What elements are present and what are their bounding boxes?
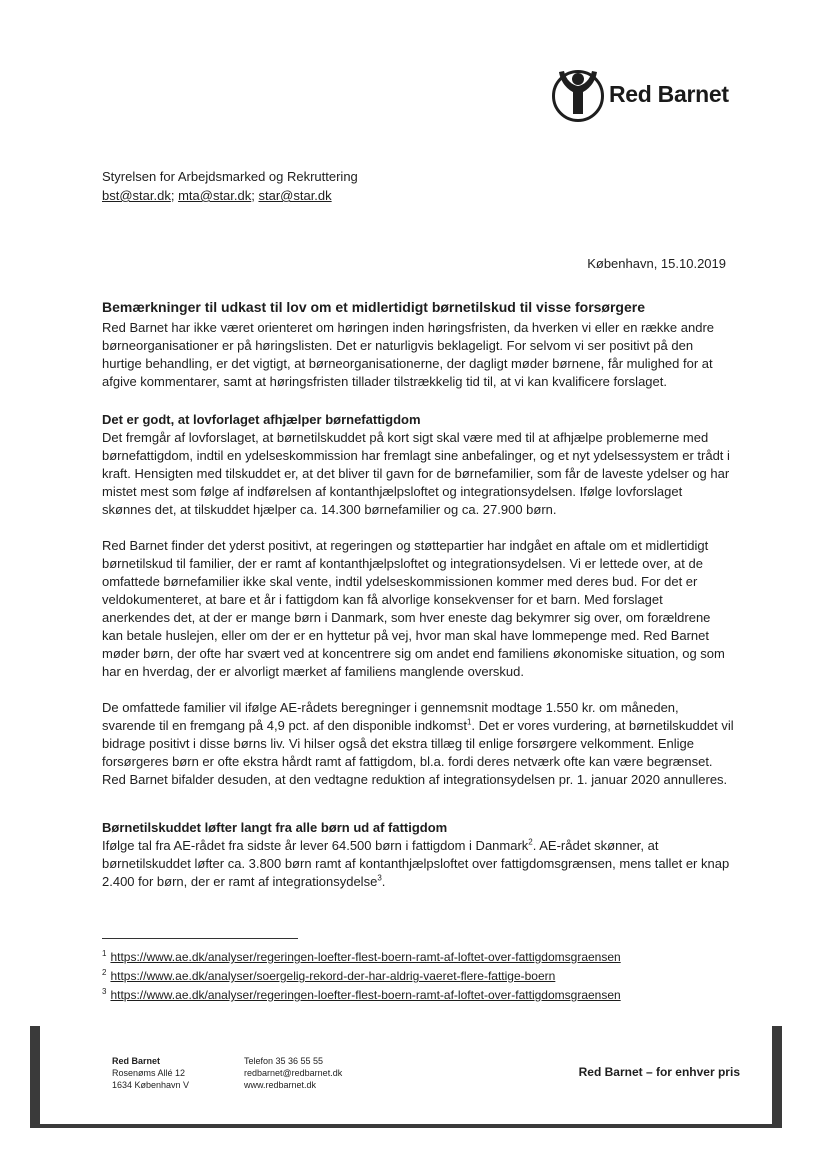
footer-address — [112, 1055, 189, 1091]
footer-contact — [244, 1055, 342, 1091]
footnote-ref-1: 1 — [466, 717, 472, 727]
footnote-item: $^2$ https://www.ae.dk/analyser/soergelig-rekord-der-har-aldrig-vaeret-flere-fattige-boern — [102, 968, 556, 983]
letter-intro — [102, 297, 734, 391]
section2-paragraph-1: Ifølge tal fra AE-rådet fra sidste år lever 64.500 børn i fattigdom i Danmark$^2$. AE-rådet skønner, at børnetilskuddet løfter ca. 3.800 børn ramt af kontanthjælpsloftet over fattigdomsgrænsen, mens tallet er knap 2.400 for børn, der er ramt af integrationsydelse$^3$. — [102, 837, 730, 889]
footnote-link[interactable]: https://www.ae.dk/analyser/soergelig-rekord-der-har-aldrig-vaeret-flere-fattige-boern — [110, 969, 556, 983]
red-barnet-logo — [551, 66, 751, 126]
footnote-divider — [102, 938, 298, 939]
email-link-bst[interactable]: bst@star.dk — [102, 188, 171, 203]
section1-paragraph-2: Red Barnet finder det yderst positivt, at regeringen og støttepartier har indgået en aftale om et midlertidigt børnetilskud til familier, der er ramt af kontanthjælpsloftet og integrationsydelsen. Vi er lettede over, at de omfattede børnefamilier ikke skal vente, indtil ydelseskommissionen kommer med deres bud. For det er veldokumenteret, at bare et år i fattigdom kan få alvorlige konsekvenser for et barn. Med forslaget anerkendes det, at der er mange børn i Danmark, som hver eneste dag bekymrer sig over, om forældrene kan betale huslejen, eller om der er en hyttetur på vej, hvor man skal have lommepenge med. Red Barnet møder børn, der ofte har svært ved at koncentrere sig om andet end familiens økonomiske situation, og som har en hverdag, der er alvorligt mærket af familiens manglende overskud. — [102, 538, 725, 679]
letter-title: Bemærkninger til udkast til lov om et midlertidigt børnetilskud til visse forsørgere — [102, 299, 645, 315]
footer-slogan: Red Barnet – for enhver pris — [578, 1065, 740, 1079]
section2-heading: Børnetilskuddet løfter langt fra alle børn ud af fattigdom — [102, 820, 448, 835]
email-link-mta[interactable]: mta@star.dk — [178, 188, 252, 203]
footer-phone: Telefon 35 36 55 55 — [244, 1056, 324, 1066]
footnote-ref-2: 2 — [528, 837, 533, 847]
intro-paragraph: Red Barnet har ikke været orienteret om høringen inden høringsfristen, da hverken vi eller en række andre børneorganisationer er på høringslisten. Det er naturligvis beklageligt. For selvom vi ser positivt på den hurtige behandling, er det vigtigt, at børneorganisationerne, der dagligt møder børnene, får mulighed for at afgive kommentarer, samt at høringsfristen tillader tilstrækkelig tid til, at vi kan kvalificere forslaget. — [102, 320, 715, 389]
recipient-block — [102, 167, 358, 205]
section1-paragraph-3: De omfattede familier vil ifølge AE-rådets beregninger i gennemsnit modtage 1.550 kr. om måneden, svarende til en fremgang på 4,9 pct. af den disponible indkomst$^1$. Det er vores vurdering, at børnetilskuddet vil bidrage positivt i disse børns liv. Vi hilser også det ekstra tillæg til enlige forsørgere velkomment. Enlige forsørgeres børn er ofte ekstra hårdt ramt af fattigdom, bl.a. fordi deres netværk ofte kan være begrænset. Red Barnet bifalder desuden, at den vedtagne reduktion af integrationsydelsen pr. 1. januar 2020 annulleres. — [102, 700, 734, 787]
footer-org-name: Red Barnet — [112, 1056, 161, 1066]
recipient-organization: Styrelsen for Arbejdsmarked og Rekruttering — [102, 169, 358, 184]
section1-paragraph-1: Det fremgår af lovforslaget, at børnetilskuddet på kort sigt skal være med til at afhjælpe problemerne med børnefattigdom, indtil en ydelseskommission har fremlagt sine anbefalinger, og et nyt ydelsessystem er trådt i kraft. Hensigten med tilskuddet er, at det bliver til gavn for de børnefamilier, som får de laveste ydelser og har mistet mest som følge af indførelsen af kontanthjælpsloftet og integrationsydelsen. Ifølge lovforslaget skønnes det, at tilskuddet hjælper ca. 14.300 børnefamilier og ca. 27.900 børn. — [102, 430, 730, 517]
email-separator: ; — [251, 188, 259, 203]
section-not-all-children — [102, 819, 734, 891]
footnote-item: $^1$ https://www.ae.dk/analyser/regeringen-loefter-flest-boern-ramt-af-loftet-over-fattigdomsgraensen — [102, 949, 621, 964]
footnote-link[interactable]: https://www.ae.dk/analyser/regeringen-loefter-flest-boern-ramt-af-loftet-over-fattigdomsgraensen — [110, 988, 621, 1002]
footnotes — [102, 946, 621, 1003]
footnote-item: $^3$ https://www.ae.dk/analyser/regeringen-loefter-flest-boern-ramt-af-loftet-over-fattigdomsgraensen — [102, 987, 621, 1002]
footnote-link[interactable]: https://www.ae.dk/analyser/regeringen-loefter-flest-boern-ramt-af-loftet-over-fattigdomsgraensen — [110, 950, 621, 964]
email-separator: ; — [170, 188, 179, 203]
recipient-emails — [102, 186, 358, 205]
child-figure-logo-icon — [551, 66, 605, 124]
footer-street: Rosenøms Allé 12 — [112, 1068, 186, 1078]
footer-email[interactable]: redbarnet@redbarnet.dk — [244, 1068, 343, 1078]
footer-website[interactable]: www.redbarnet.dk — [244, 1080, 317, 1090]
section1-heading: Det er godt, at lovforlaget afhjælper børnefattigdom — [102, 412, 421, 427]
logo-wordmark: Red Barnet — [609, 81, 729, 107]
footnote-ref-3: 3 — [377, 873, 382, 883]
email-link-star[interactable]: star@star.dk — [258, 188, 332, 203]
footer-city: 1634 København V — [112, 1080, 190, 1090]
letter-date: København, 15.10.2019 — [587, 256, 726, 271]
section-poverty-relief — [102, 411, 734, 789]
